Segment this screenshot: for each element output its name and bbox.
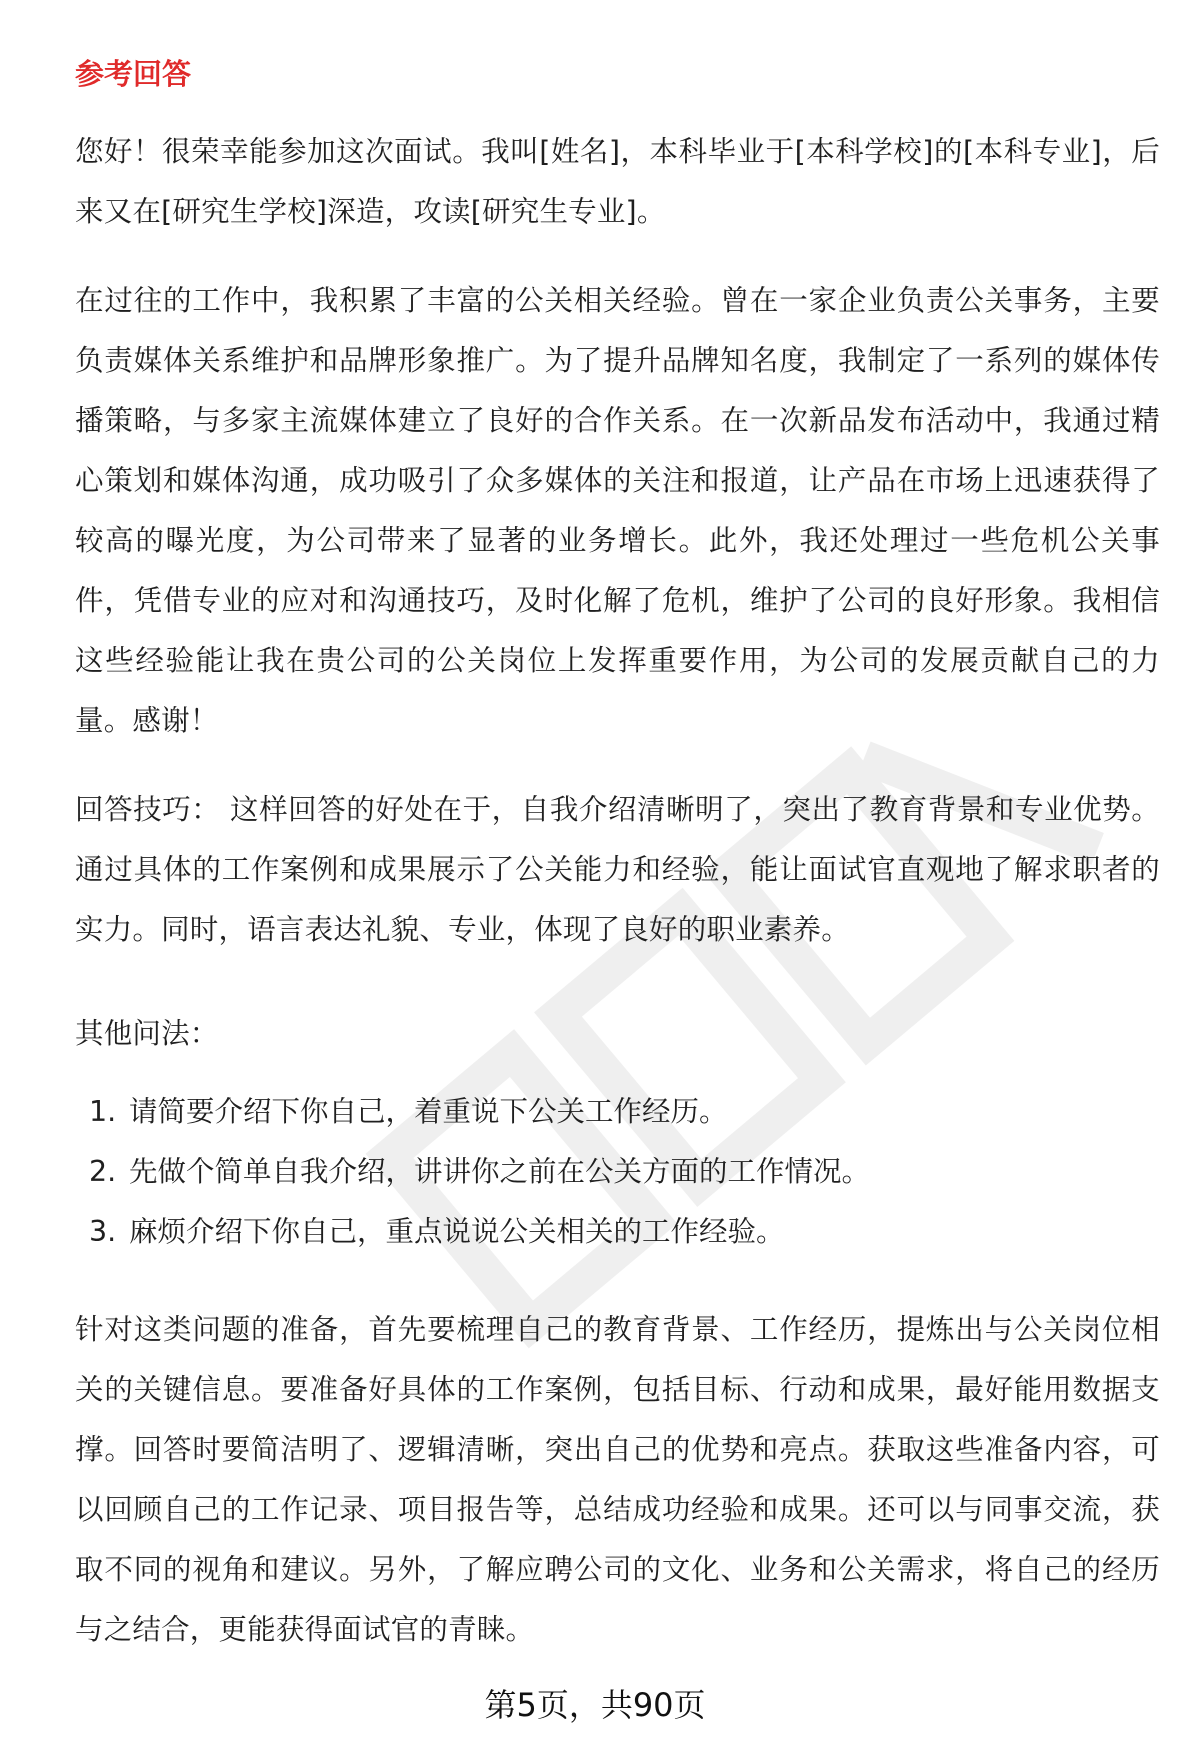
list-item-number: 3. (89, 1215, 117, 1248)
list-item (75, 1082, 1160, 1142)
section-title: 参考回答 (75, 57, 192, 91)
list-item-text: 先做个简单自我介绍，讲讲你之前在公关方面的工作情况。 (129, 1155, 871, 1188)
preparation-paragraph: 针对这类问题的准备，首先要梳理自己的教育背景、工作经历，提炼出与公关岗位相关的关键信息。要准备好具体的工作案例，包括目标、行动和成果，最好能用数据支撑。回答时要简洁明了、逻辑清晰，突出自己的优势和亮点。获取这些准备内容，可以回顾自己的工作记录、项目报告等，总结成功经验和成果。还可以与同事交流，获取不同的视角和建议。另外，了解应聘公司的文化、业务和公关需求，将自己的经历与之结合，更能获得面试官的青睐。 (75, 1313, 1160, 1646)
list-item-number: 2. (89, 1155, 117, 1188)
page-number-footer: 第5页，共90页 (484, 1686, 706, 1724)
list-item-number: 1. (89, 1095, 117, 1128)
other-questions-heading: 其他问法： (75, 1017, 219, 1050)
other-questions-list (75, 1082, 1160, 1262)
tips-paragraph: 回答技巧： 这样回答的好处在于，自我介绍清晰明了，突出了教育背景和专业优势。通过具体的工作案例和成果展示了公关能力和经验，能让面试官直观地了解求职者的实力。同时，语言表达礼貌、专业，体现了良好的职业素养。 (75, 793, 1160, 946)
intro-paragraph: 您好！很荣幸能参加这次面试。我叫[姓名]，本科毕业于[本科学校]的[本科专业]，后来又在[研究生学校]深造，攻读[研究生专业]。 (75, 135, 1160, 228)
experience-paragraph: 在过往的工作中，我积累了丰富的公关相关经验。曾在一家企业负责公关事务，主要负责媒体关系维护和品牌形象推广。为了提升品牌知名度，我制定了一系列的媒体传播策略，与多家主流媒体建立了良好的合作关系。在一次新品发布活动中，我通过精心策划和媒体沟通，成功吸引了众多媒体的关注和报道，让产品在市场上迅速获得了较高的曝光度，为公司带来了显著的业务增长。此外，我还处理过一些危机公关事件，凭借专业的应对和沟通技巧，及时化解了危机，维护了公司的良好形象。我相信这些经验能让我在贵公司的公关岗位上发挥重要作用，为公司的发展贡献自己的力量。感谢！ (75, 284, 1160, 737)
list-item (75, 1142, 1160, 1202)
list-item (75, 1202, 1160, 1262)
list-item-text: 麻烦介绍下你自己，重点说说公关相关的工作经验。 (129, 1215, 785, 1248)
list-item-text: 请简要介绍下你自己，着重说下公关工作经历。 (129, 1095, 728, 1128)
